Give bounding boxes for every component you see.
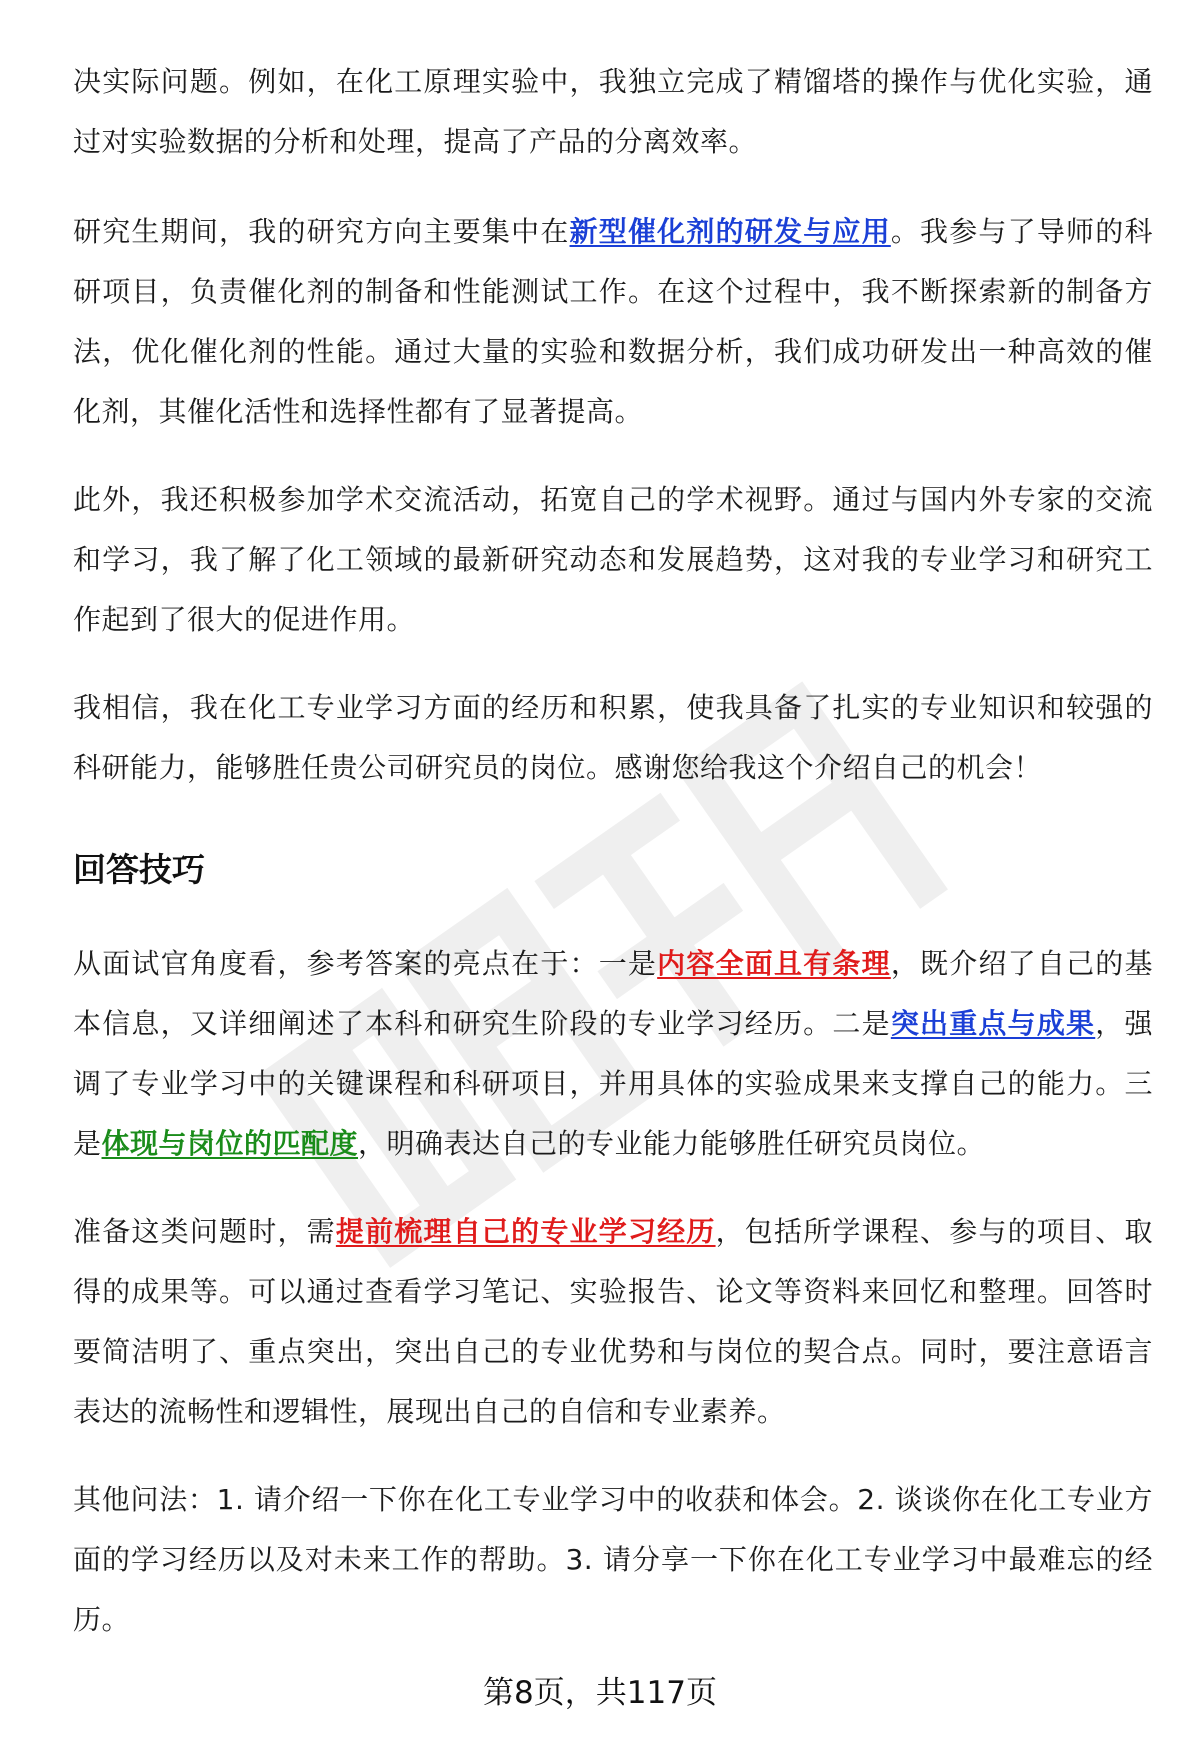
paragraph-text: ，明确表达自己的专业能力能够胜任研究员岗位。 — [358, 1127, 986, 1160]
page-number-footer: 第8页，共117页 — [483, 1675, 717, 1711]
paragraph-text: 其他问法：1. 请介绍一下你在化工专业学习中的收获和体会。2. 谈谈你在化工专业方面的学习经历以及对未来工作的帮助。3. 请分享一下你在化工专业学习中最难忘的经历。 — [73, 1483, 1153, 1636]
paragraph-other-questions — [73, 1470, 1153, 1650]
paragraph-text: 此外，我还积极参加学术交流活动，拓宽自己的学术视野。通过与国内外专家的交流和学习，我了解了化工领域的最新研究动态和发展趋势，这对我的专业学习和研究工作起到了很大的促进作用。 — [73, 483, 1153, 636]
paragraph-text: 。我参与了导师的科研项目，负责催化剂的制备和性能测试工作。在这个过程中，我不断探索新的制备方法，优化催化剂的性能。通过大量的实验和数据分析，我们成功研发出一种高效的催化剂，其催化活性和选择性都有了显著提高。 — [73, 215, 1153, 428]
paragraph-tips-highlights — [73, 934, 1153, 1174]
paragraph-experiment — [73, 52, 1153, 172]
paragraph-text: 决实际问题。例如，在化工原理实验中，我独立完成了精馏塔的操作与优化实验，通过对实验数据的分析和处理，提高了产品的分离效率。 — [73, 65, 1153, 158]
paragraph-academic-exchange — [73, 470, 1153, 650]
paragraph-text: 研究生期间，我的研究方向主要集中在 — [73, 215, 570, 248]
paragraph-text: ，强调了专业学习中的关键课程和科研项目，并用具体的实验成果来支撑自己的能力。三是 — [73, 1007, 1153, 1160]
paragraph-text: 我相信，我在化工专业学习方面的经历和积累，使我具备了扎实的专业知识和较强的科研能力，能够胜任贵公司研究员的岗位。感谢您给我这个介绍自己的机会！ — [73, 691, 1153, 784]
paragraph-text: ，包括所学课程、参与的项目、取得的成果等。可以通过查看学习笔记、实验报告、论文等资料来回忆和整理。回答时要简洁明了、重点突出，突出自己的专业优势和与岗位的契合点。同时，要注意语言表达的流畅性和逻辑性，展现出自己的自信和专业素养。 — [73, 1215, 1153, 1428]
paragraph-tips-preparation — [73, 1202, 1153, 1442]
paragraph-conclusion — [73, 678, 1153, 798]
paragraph-text: 从面试官角度看，参考答案的亮点在于：一是 — [73, 947, 658, 980]
section-heading: 回答技巧 — [73, 850, 205, 889]
main-content — [73, 52, 1153, 1678]
paragraph-text: 准备这类问题时，需 — [73, 1215, 336, 1248]
highlight-review-experience: 提前梳理自己的专业学习经历 — [335, 1215, 716, 1248]
highlight-research-direction: 新型催化剂的研发与应用 — [569, 215, 891, 248]
paragraph-graduate-research — [73, 202, 1153, 442]
highlight-focus-results: 突出重点与成果 — [890, 1007, 1096, 1040]
highlight-job-match: 体现与岗位的匹配度 — [101, 1127, 359, 1160]
highlight-comprehensive: 内容全面且有条理 — [657, 947, 891, 980]
paragraph-text: ，既介绍了自己的基本信息，又详细阐述了本科和研究生阶段的专业学习经历。二是 — [73, 947, 1153, 1040]
